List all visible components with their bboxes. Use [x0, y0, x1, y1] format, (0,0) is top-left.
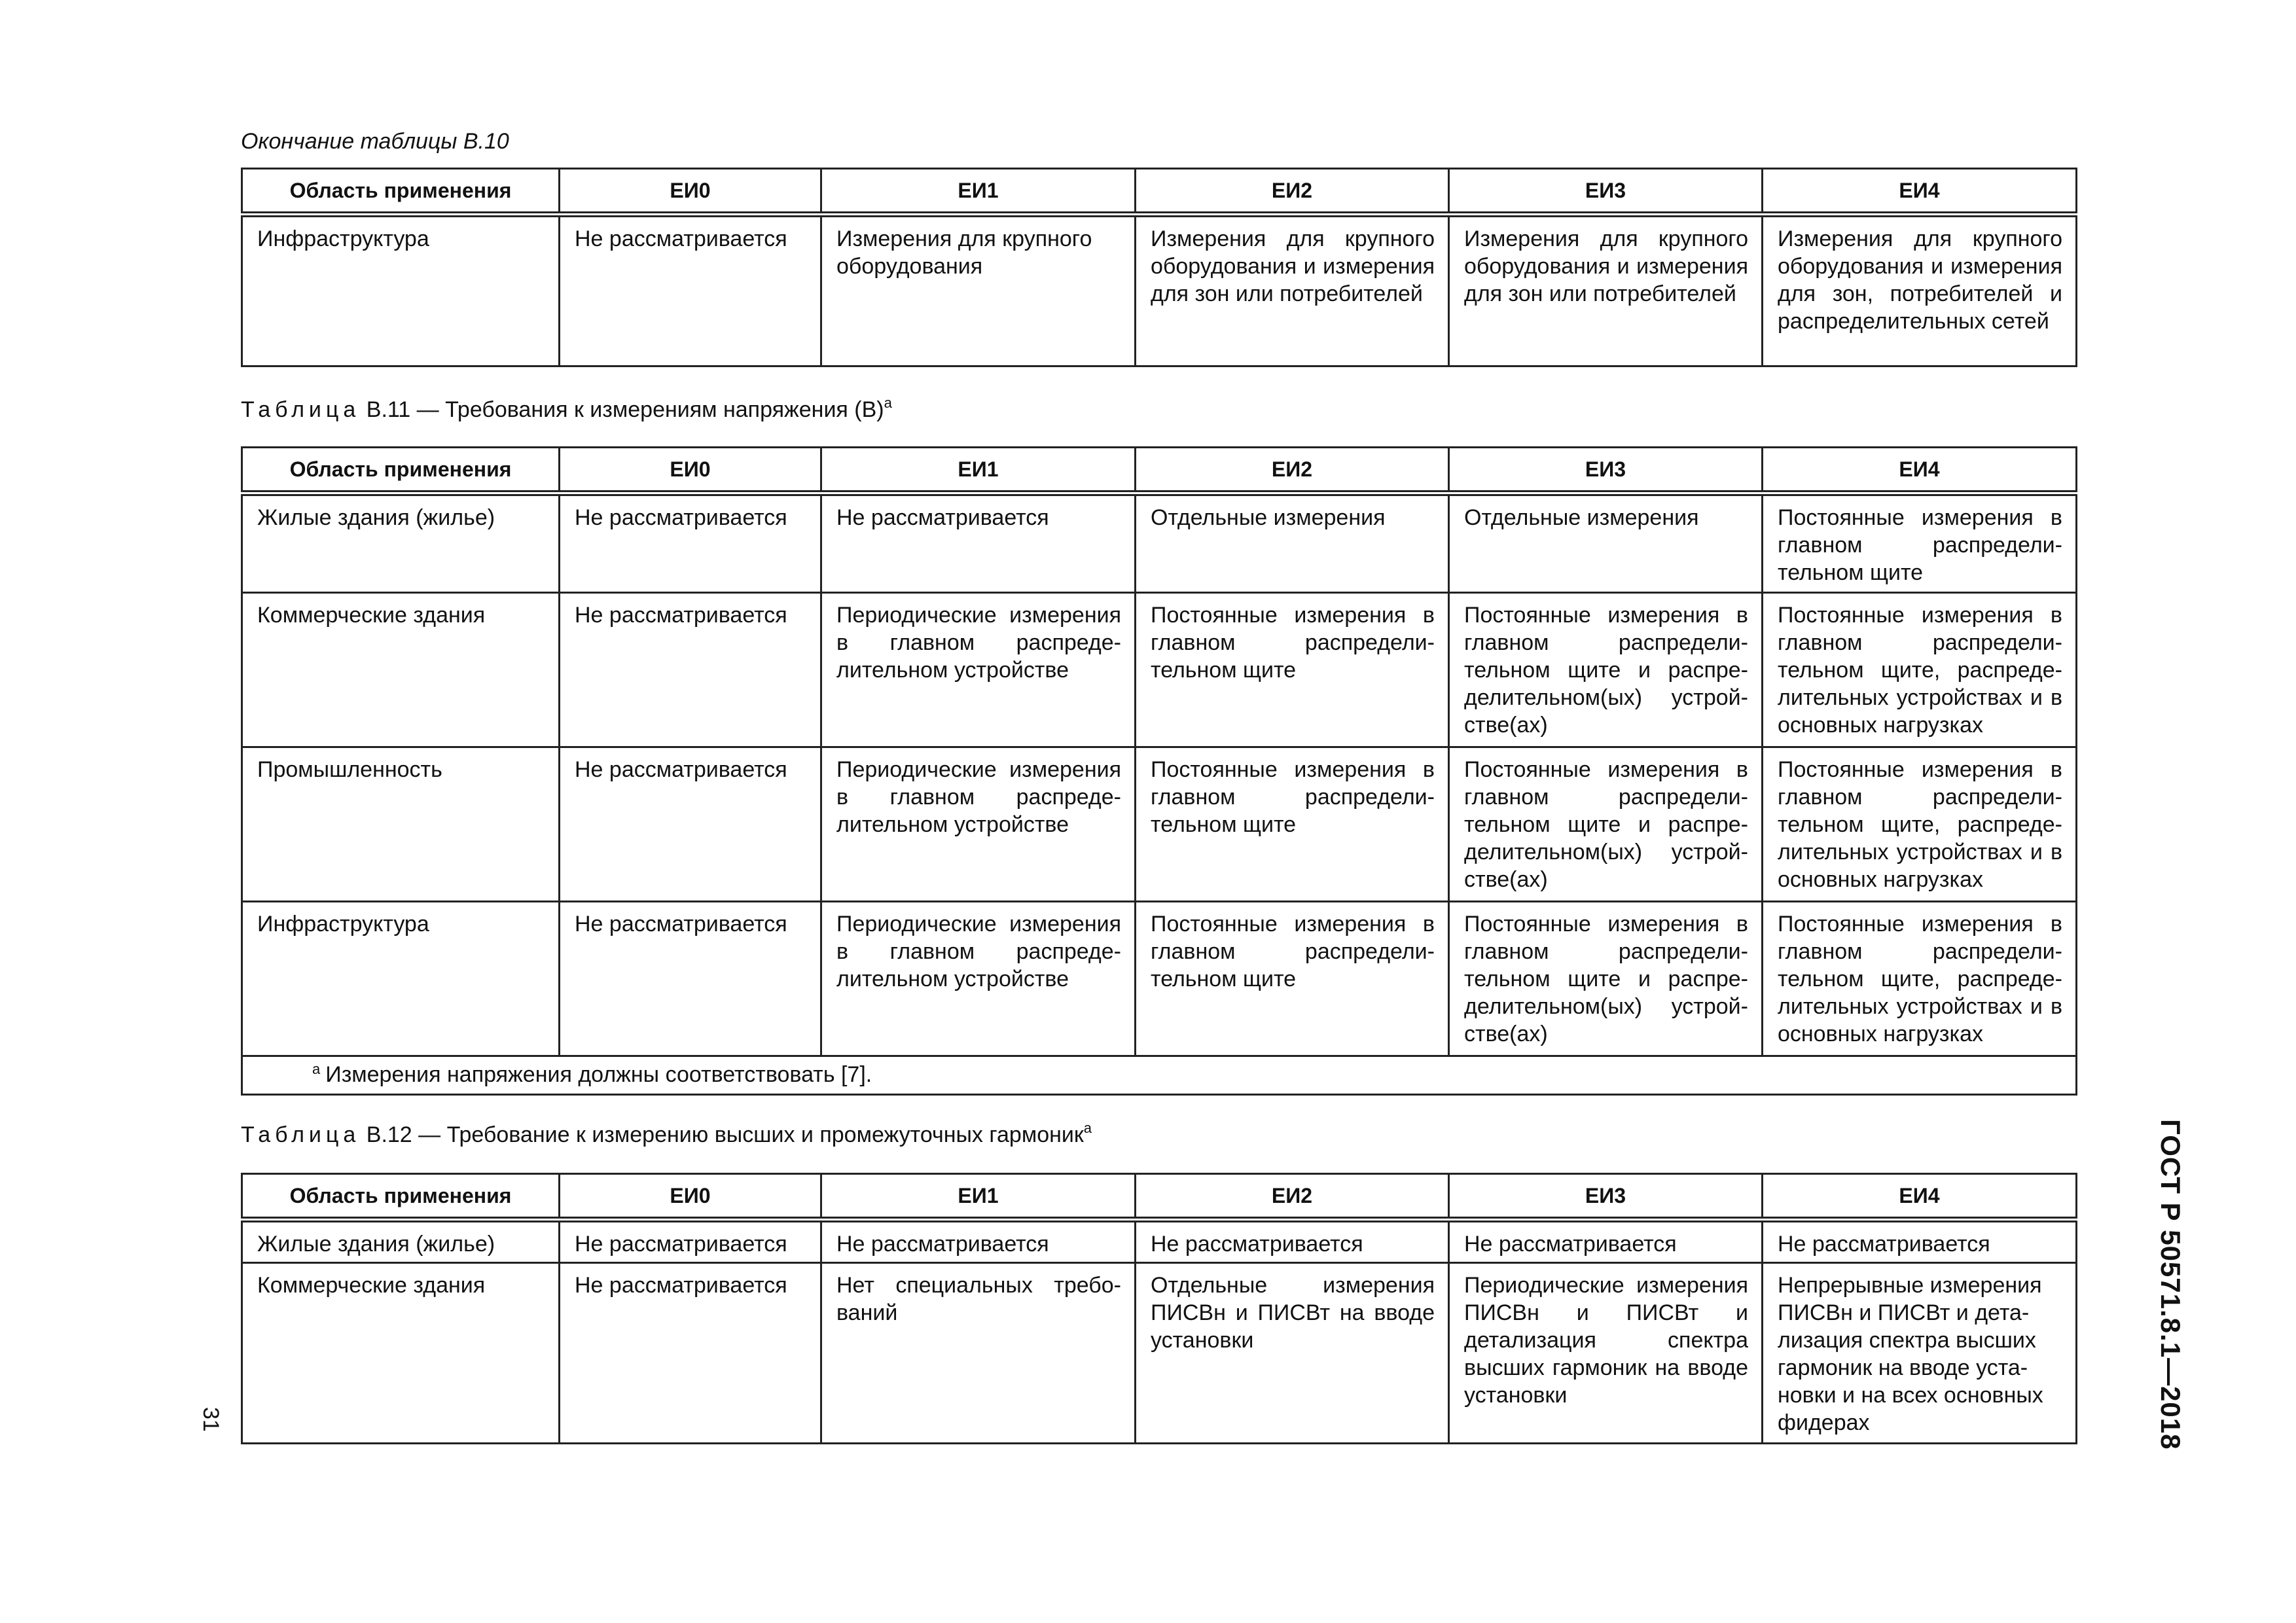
table-cell: Постоянные измерения в главном распределительном щите, распределительных устройствах и в основных нагрузках	[1763, 593, 2077, 747]
table-cell: Нет специальных требований	[821, 1263, 1136, 1444]
table-header-row	[242, 169, 2077, 215]
table-cell: Постоянные измерения в главном распределительном щите и распределительном(ых) устройстве(ах)	[1449, 747, 1763, 902]
table-row	[242, 1263, 2077, 1444]
table-cell: Отдельные измерения ПИСВн и ПИСВт на вводе установки	[1136, 1263, 1449, 1444]
header-cell: Область применения	[242, 1174, 560, 1220]
table-footnote-row	[242, 1056, 2077, 1095]
table-b12	[241, 1173, 2077, 1444]
header-cell: ЕИ3	[1449, 169, 1763, 215]
header-cell: ЕИ2	[1136, 1174, 1449, 1220]
table-row	[242, 1220, 2077, 1263]
caption-prefix: Таблица	[241, 1122, 361, 1147]
table-cell: Измерения для крупного оборудования и измерения для зон или потребителей	[1136, 215, 1449, 366]
footnote-text: Измерения напряжения должны соответствовать [7].	[325, 1062, 872, 1087]
table-cell: Постоянные измерения в главном распределительном щите	[1136, 593, 1449, 747]
caption-prefix: Таблица	[241, 397, 361, 422]
page-number: 31	[198, 1407, 223, 1432]
table-cell: Не рассматривается	[1763, 1220, 2077, 1263]
table-cell: Жилые здания (жилье)	[242, 1220, 560, 1263]
header-cell: ЕИ3	[1449, 448, 1763, 493]
table-header-row	[242, 1174, 2077, 1220]
table-b11-caption	[241, 397, 892, 423]
header-cell: ЕИ0	[560, 169, 821, 215]
table-header-row	[242, 448, 2077, 493]
table-cell: Постоянные измерения в главном распределительном щите, распределительных устройствах и в основных нагрузках	[1763, 902, 2077, 1056]
table-cell: Не рассматривается	[560, 747, 821, 902]
table-cell: Не рассматривается	[821, 493, 1136, 593]
table-cell: Не рассматривается	[560, 493, 821, 593]
table-cell: Отдельные измерения	[1449, 493, 1763, 593]
table-cell: Периодические измерения ПИСВн и ПИСВт и детализация спектра высших гармоник на вводе установки	[1449, 1263, 1763, 1444]
caption-footnote-mark: a	[1083, 1120, 1092, 1136]
table-row	[242, 747, 2077, 902]
table-cell: Постоянные измерения в главном распределительном щите	[1136, 747, 1449, 902]
table-cell: Инфраструктура	[242, 215, 560, 366]
table-cell: Не рассматривается	[1136, 1220, 1449, 1263]
table-cell: Коммерческие здания	[242, 593, 560, 747]
table-cell: Не рассматривается	[560, 215, 821, 366]
table-cell: Промышленность	[242, 747, 560, 902]
standard-id: ГОСТ Р 50571.8.1—2018	[2155, 1119, 2186, 1450]
header-cell: ЕИ4	[1763, 448, 2077, 493]
table-row	[242, 493, 2077, 593]
header-cell: Область применения	[242, 169, 560, 215]
header-cell: ЕИ1	[821, 169, 1136, 215]
caption-text: В.12 — Требование к измерению высших и промежуточных гармоник	[366, 1122, 1084, 1147]
header-cell: ЕИ1	[821, 1174, 1136, 1220]
table-row	[242, 902, 2077, 1056]
table-cell: Измерения для крупного оборудования	[821, 215, 1136, 366]
table-cell: Не рассматривается	[560, 1263, 821, 1444]
table-row	[242, 593, 2077, 747]
table-cell: Отдельные измерения	[1136, 493, 1449, 593]
table-b11	[241, 446, 2077, 1096]
header-cell: ЕИ2	[1136, 448, 1449, 493]
table-cell: Периодические измерения в главном распределительном устройстве	[821, 593, 1136, 747]
table-cell: Постоянные измерения в главном распределительном щите, распределительных устройствах и в основных нагрузках	[1763, 747, 2077, 902]
table-cell: Не рассматривается	[560, 902, 821, 1056]
header-cell: Область применения	[242, 448, 560, 493]
header-cell: ЕИ4	[1763, 1174, 2077, 1220]
table-cell: Постоянные измерения в главном распределительном щите и распределительном(ых) устройстве(ах)	[1449, 593, 1763, 747]
table-b10	[241, 168, 2077, 367]
table-footnote	[242, 1056, 2077, 1095]
table-cell: Не рассматривается	[560, 593, 821, 747]
header-cell: ЕИ3	[1449, 1174, 1763, 1220]
table-cell: Не рассматривается	[821, 1220, 1136, 1263]
header-cell: ЕИ0	[560, 1174, 821, 1220]
table-cell: Периодические измерения в главном распределительном устройстве	[821, 902, 1136, 1056]
footnote-mark: a	[312, 1061, 321, 1077]
caption-footnote-mark: a	[884, 395, 892, 411]
table-cell: Периодические измерения в главном распределительном устройстве	[821, 747, 1136, 902]
table-cell: Не рассматривается	[1449, 1220, 1763, 1263]
table-cell: Измерения для крупного оборудования и измерения для зон или потребителей	[1449, 215, 1763, 366]
table-cell: Жилые здания (жилье)	[242, 493, 560, 593]
table-row	[242, 215, 2077, 366]
table-cell: Непрерывные измерения ПИСВн и ПИСВт и детализация спектра высших гармоник на вводе установки и на всех основных фидерах	[1763, 1263, 2077, 1444]
header-cell: ЕИ0	[560, 448, 821, 493]
caption-text: В.11 — Требования к измерениям напряжения (В)	[366, 397, 884, 422]
table-cell: Постоянные измерения в главном распределительном щите	[1763, 493, 2077, 593]
header-cell: ЕИ2	[1136, 169, 1449, 215]
table-b12-caption	[241, 1122, 1092, 1148]
table-cell: Коммерческие здания	[242, 1263, 560, 1444]
header-cell: ЕИ1	[821, 448, 1136, 493]
table-cell: Не рассматривается	[560, 1220, 821, 1263]
table-cell: Постоянные измерения в главном распределительном щите	[1136, 902, 1449, 1056]
table-b10-caption: Окончание таблицы В.10	[241, 129, 509, 154]
table-cell: Постоянные измерения в главном распределительном щите и распределительном(ых) устройстве(ах)	[1449, 902, 1763, 1056]
header-cell: ЕИ4	[1763, 169, 2077, 215]
table-cell: Инфраструктура	[242, 902, 560, 1056]
table-cell: Измерения для крупного оборудования и измерения для зон, потребителей и распределительных сетей	[1763, 215, 2077, 366]
